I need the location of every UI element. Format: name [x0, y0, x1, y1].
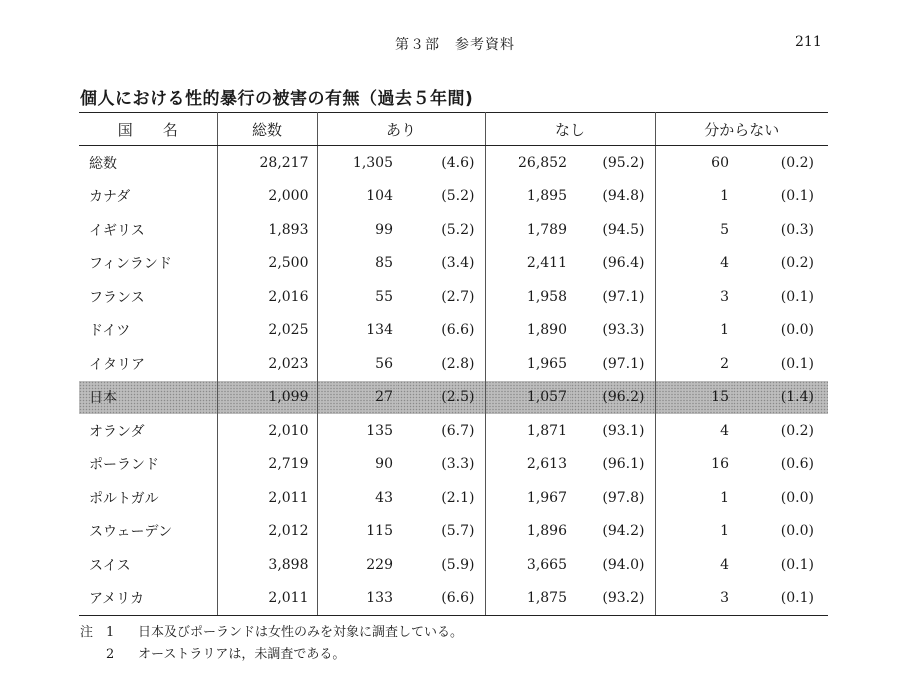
table-row — [79, 448, 828, 482]
country-cell: アメリカ — [79, 582, 217, 616]
table-row — [79, 548, 828, 582]
table-row — [79, 213, 828, 247]
country-cell: フランス — [79, 280, 217, 314]
total-cell: 2,011 — [217, 481, 317, 515]
unknown-count-cell: 3 — [720, 288, 729, 305]
no-count-cell: 1,967 — [526, 489, 567, 506]
country-cell: オランダ — [79, 414, 217, 448]
footnotes — [80, 622, 463, 666]
table-row — [79, 314, 828, 348]
total-cell: 2,025 — [217, 314, 317, 348]
yes-count-cell: 55 — [375, 288, 393, 305]
yes-count-cell: 104 — [366, 188, 393, 205]
total-cell: 2,719 — [217, 448, 317, 482]
table-row — [79, 515, 828, 549]
yes-percent-cell: (5.9) — [397, 548, 485, 582]
table-row — [79, 146, 828, 180]
footnote-text: オーストラリアは，未調査である。 — [138, 647, 346, 662]
total-cell: 2,500 — [217, 247, 317, 281]
unknown-percent-cell: (0.1) — [733, 582, 828, 616]
victimization-table — [79, 112, 828, 616]
no-percent-cell: (93.1) — [571, 414, 655, 448]
no-percent-cell: (94.8) — [571, 180, 655, 214]
table-row — [79, 381, 828, 415]
unknown-count-cell: 1 — [720, 322, 729, 339]
table-row — [79, 180, 828, 214]
no-count-cell: 2,411 — [526, 255, 567, 272]
no-percent-cell: (94.0) — [571, 548, 655, 582]
no-count-cell: 1,890 — [526, 322, 567, 339]
table-row — [79, 347, 828, 381]
country-cell: スイス — [79, 548, 217, 582]
footnote-1 — [80, 622, 463, 644]
unknown-count-cell: 4 — [720, 556, 729, 573]
yes-count-cell: 133 — [317, 582, 397, 616]
no-count-cell: 1,958 — [526, 288, 567, 305]
total-cell: 3,898 — [217, 548, 317, 582]
unknown-percent-cell: (0.1) — [780, 355, 814, 372]
country-cell: 日本 — [79, 381, 217, 415]
unknown-count-cell: 16 — [711, 456, 729, 473]
footnote-number: 1 — [106, 625, 115, 640]
unknown-count-cell: 3 — [655, 582, 733, 616]
yes-percent-cell: (6.6) — [397, 582, 485, 616]
yes-count-cell: 135 — [366, 422, 393, 439]
table-row — [79, 247, 828, 281]
total-cell: 2,011 — [217, 582, 317, 616]
yes-count-cell: 56 — [375, 355, 393, 372]
yes-count-cell: 99 — [375, 221, 393, 238]
table-header-row — [79, 113, 828, 146]
footnote-number: 2 — [106, 647, 115, 662]
total-cell: 2,010 — [217, 414, 317, 448]
page-number: 211 — [795, 34, 822, 50]
no-percent-cell: (97.1) — [571, 280, 655, 314]
unknown-count-cell: 4 — [720, 255, 729, 272]
table-body — [79, 146, 828, 616]
total-cell: 28,217 — [217, 146, 317, 180]
table-row — [79, 481, 828, 515]
no-count-cell: 1,871 — [526, 422, 567, 439]
yes-count-cell: 1,305 — [352, 154, 393, 171]
yes-count-cell: 85 — [375, 255, 393, 272]
no-count-cell: 1,896 — [526, 523, 567, 540]
yes-percent-cell: (2.5) — [397, 381, 485, 415]
yes-percent-cell: (4.6) — [397, 146, 485, 180]
no-percent-cell: (95.2) — [571, 146, 655, 180]
unknown-count-cell: 1 — [720, 523, 729, 540]
yes-count-cell: 115 — [366, 523, 393, 540]
no-percent-cell: (94.2) — [571, 515, 655, 549]
header-unknown: 分からない — [655, 113, 828, 146]
yes-percent-cell: (5.2) — [397, 213, 485, 247]
yes-count-cell: 43 — [375, 489, 393, 506]
header-no: なし — [485, 113, 655, 146]
unknown-percent-cell: (0.2) — [780, 154, 814, 171]
unknown-count-cell: 2 — [720, 355, 729, 372]
yes-percent-cell: (2.7) — [397, 280, 485, 314]
yes-count-cell: 134 — [366, 322, 393, 339]
yes-percent-cell: (3.3) — [397, 448, 485, 482]
no-percent-cell: (96.2) — [571, 381, 655, 415]
total-cell: 2,000 — [217, 180, 317, 214]
no-percent-cell: (93.2) — [571, 582, 655, 616]
no-count-cell: 1,789 — [526, 221, 567, 238]
no-count-cell: 1,875 — [485, 582, 571, 616]
unknown-count-cell: 4 — [720, 422, 729, 439]
unknown-percent-cell: (0.1) — [780, 556, 814, 573]
header-yes: あり — [317, 113, 485, 146]
unknown-percent-cell: (0.1) — [780, 188, 814, 205]
table-row — [79, 414, 828, 448]
unknown-count-cell: 5 — [720, 221, 729, 238]
total-cell: 2,012 — [217, 515, 317, 549]
no-count-cell: 26,852 — [518, 154, 567, 171]
unknown-percent-cell: (0.6) — [780, 456, 814, 473]
no-count-cell: 3,665 — [526, 556, 567, 573]
page-title: 個人における性的暴行の被害の有無（過去５年間) — [80, 89, 474, 109]
unknown-percent-cell: (1.4) — [733, 381, 828, 415]
country-cell: ドイツ — [79, 314, 217, 348]
unknown-percent-cell: (0.0) — [780, 523, 814, 540]
country-cell: ポルトガル — [79, 481, 217, 515]
total-cell: 1,099 — [217, 381, 317, 415]
yes-percent-cell: (2.1) — [397, 481, 485, 515]
country-cell: カナダ — [79, 180, 217, 214]
yes-count-cell: 229 — [366, 556, 393, 573]
footnote-2 — [80, 644, 463, 666]
total-cell: 1,893 — [217, 213, 317, 247]
unknown-percent-cell: (0.2) — [780, 255, 814, 272]
country-cell: 総数 — [79, 146, 217, 180]
unknown-percent-cell: (0.2) — [780, 422, 814, 439]
yes-percent-cell: (3.4) — [397, 247, 485, 281]
unknown-percent-cell: (0.0) — [780, 322, 814, 339]
total-cell: 2,016 — [217, 280, 317, 314]
country-cell: イギリス — [79, 213, 217, 247]
unknown-percent-cell: (0.0) — [780, 489, 814, 506]
no-count-cell: 1,965 — [526, 355, 567, 372]
no-percent-cell: (94.5) — [571, 213, 655, 247]
table-row — [79, 582, 828, 616]
no-count-cell: 1,057 — [485, 381, 571, 415]
country-cell: フィンランド — [79, 247, 217, 281]
country-cell: スウェーデン — [79, 515, 217, 549]
country-cell: イタリア — [79, 347, 217, 381]
unknown-count-cell: 1 — [720, 188, 729, 205]
no-percent-cell: (96.4) — [571, 247, 655, 281]
yes-percent-cell: (2.8) — [397, 347, 485, 381]
yes-percent-cell: (5.7) — [397, 515, 485, 549]
unknown-percent-cell: (0.1) — [780, 288, 814, 305]
yes-percent-cell: (5.2) — [397, 180, 485, 214]
country-cell: ポーランド — [79, 448, 217, 482]
running-head: 第３部 参考資料 — [395, 37, 515, 53]
unknown-percent-cell: (0.3) — [780, 221, 814, 238]
header-total: 総数 — [217, 113, 317, 146]
unknown-count-cell: 15 — [655, 381, 733, 415]
no-percent-cell: (97.8) — [571, 481, 655, 515]
no-count-cell: 1,895 — [526, 188, 567, 205]
no-count-cell: 2,613 — [526, 456, 567, 473]
yes-percent-cell: (6.6) — [397, 314, 485, 348]
table-row — [79, 280, 828, 314]
unknown-count-cell: 1 — [720, 489, 729, 506]
yes-count-cell: 90 — [375, 456, 393, 473]
total-cell: 2,023 — [217, 347, 317, 381]
footnote-text: 日本及びポーランドは女性のみを対象に調査している。 — [138, 625, 464, 640]
yes-percent-cell: (6.7) — [397, 414, 485, 448]
unknown-count-cell: 60 — [711, 154, 729, 171]
yes-count-cell: 27 — [317, 381, 397, 415]
no-percent-cell: (97.1) — [571, 347, 655, 381]
header-country: 国 名 — [79, 113, 217, 146]
no-percent-cell: (93.3) — [571, 314, 655, 348]
footnote-marker: 注 — [80, 625, 94, 640]
no-percent-cell: (96.1) — [571, 448, 655, 482]
